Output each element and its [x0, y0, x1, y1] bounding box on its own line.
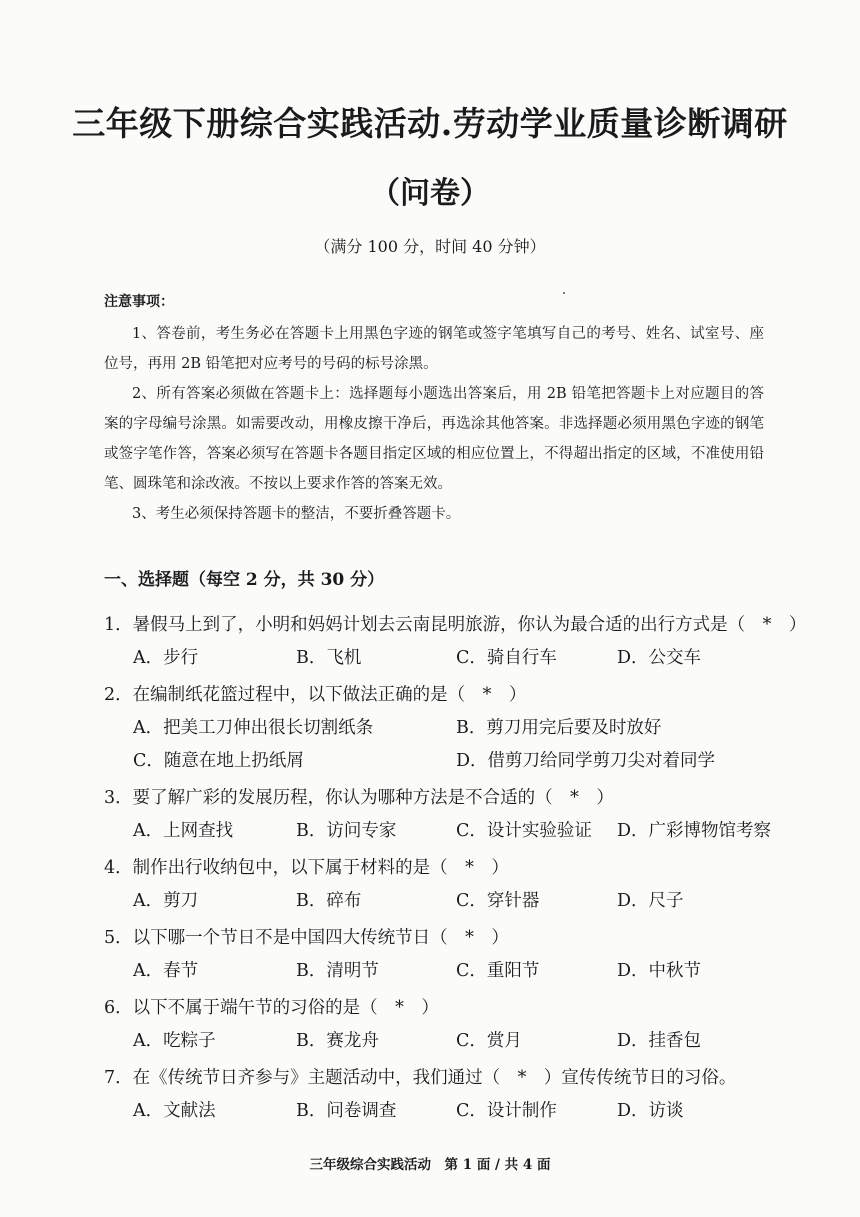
- option: C．赏月: [456, 1031, 522, 1051]
- option: D．公交车: [617, 648, 702, 668]
- option: A．剪刀: [133, 891, 199, 911]
- question-stem: 3．要了解广彩的发展历程，你认为哪种方法是不合适的（ * ）: [104, 788, 614, 808]
- option: B．剪刀用完后要及时放好: [456, 718, 662, 738]
- option: D．挂香包: [617, 1031, 702, 1051]
- notice-item: 1、答卷前，考生务必在答题卡上用黑色字迹的钢笔或签字笔填写自己的考号、姓名、试室号、座位号，再用 2B 铅笔把对应考号的号码的标号涂黑。: [104, 326, 764, 372]
- question-stem: 2．在编制纸花篮过程中，以下做法正确的是（ * ）: [104, 685, 527, 705]
- option: D．广彩博物馆考察: [617, 821, 772, 841]
- option: D．借剪刀给同学剪刀尖对着同学: [456, 751, 716, 771]
- option: B．碎布: [296, 891, 362, 911]
- section-title: 一、选择题（每空 2 分，共 30 分）: [104, 570, 385, 590]
- page-subtitle: （问卷）: [370, 176, 490, 211]
- option: A．上网查找: [133, 821, 234, 841]
- question-stem: 1．暑假马上到了，小明和妈妈计划去云南昆明旅游，你认为最合适的出行方式是（ * ）: [104, 615, 807, 635]
- option: A．把美工刀伸出很长切割纸条: [133, 718, 374, 738]
- notice-item: 3、考生必须保持答题卡的整洁，不要折叠答题卡。: [132, 506, 461, 522]
- option: D．访谈: [617, 1101, 684, 1121]
- option: C．穿针器: [456, 891, 540, 911]
- option: C．重阳节: [456, 961, 540, 981]
- option: B．问卷调查: [296, 1101, 397, 1121]
- option: A．春节: [133, 961, 199, 981]
- score-time-note: （满分 100 分，时间 40 分钟）: [314, 237, 546, 256]
- option: D．中秋节: [617, 961, 702, 981]
- option: A．吃粽子: [133, 1031, 216, 1051]
- option: C．随意在地上扔纸屑: [133, 751, 304, 771]
- option: A．步行: [133, 648, 199, 668]
- option: D．尺子: [617, 891, 684, 911]
- option: B．访问专家: [296, 821, 397, 841]
- option: C．骑自行车: [456, 648, 557, 668]
- option: C．设计实验验证: [456, 821, 592, 841]
- question-stem: 6．以下不属于端午节的习俗的是（ * ）: [104, 998, 439, 1018]
- option: B．飞机: [296, 648, 362, 668]
- page-title: 三年级下册综合实践活动.劳动学业质量诊断调研: [72, 104, 788, 143]
- option: A．文献法: [133, 1101, 216, 1121]
- notice-item: 2、所有答案必须做在答题卡上：选择题每小题选出答案后，用 2B 铅笔把答题卡上对应题目的答案的字母编号涂黑。如需要改动，用橡皮擦干净后，再选涂其他答案。非选择题必须用黑色字迹的钢笔或签字笔作答，答案必须写在答题卡各题目指定区域的相应位置上，不得超出指定的区域，不准使用铅笔、圆珠笔和涂改液。不按以上要求作答的答案无效。: [104, 386, 764, 492]
- scan-speck: [563, 292, 565, 294]
- option: B．赛龙舟: [296, 1031, 379, 1051]
- question-stem: 4．制作出行收纳包中，以下属于材料的是（ * ）: [104, 858, 509, 878]
- page-footer: 三年级综合实践活动 第 1 面 / 共 4 面: [309, 1157, 551, 1173]
- option: B．清明节: [296, 961, 379, 981]
- question-stem: 7．在《传统节日齐参与》主题活动中，我们通过（ * ）宣传传统节日的习俗。: [104, 1068, 737, 1088]
- question-stem: 5．以下哪一个节日不是中国四大传统节日（ * ）: [104, 928, 509, 948]
- notice-heading: 注意事项：: [104, 294, 174, 310]
- option: C．设计制作: [456, 1101, 557, 1121]
